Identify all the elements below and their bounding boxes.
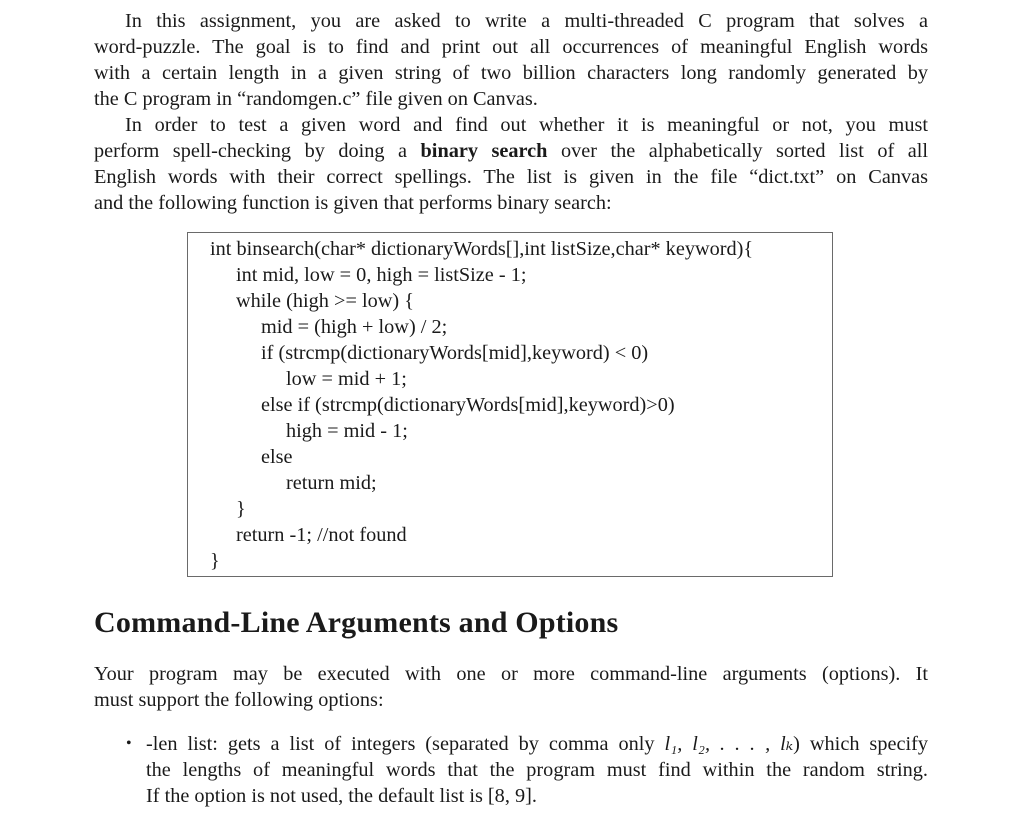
code-listing — [187, 232, 833, 577]
spellcheck-line: English words with their correct spellings. The list is given in the file “dict.txt” on Canvas — [94, 166, 928, 188]
code-line: int binsearch(char* dictionaryWords[],int listSize,char* keyword){ — [210, 238, 754, 260]
intro-line: the C program in “randomgen.c” file given on Canvas. — [94, 88, 538, 110]
code-line: if (strcmp(dictionaryWords[mid],keyword) < 0) — [261, 342, 649, 364]
code-line: low = mid + 1; — [286, 368, 407, 390]
bullet-icon: • — [126, 735, 132, 752]
options-intro-line: must support the following options: — [94, 689, 384, 711]
code-line: else if (strcmp(dictionaryWords[mid],keyword)>0) — [261, 394, 675, 416]
intro-line: In this assignment, you are asked to write a multi-threaded C program that solves a — [125, 10, 928, 32]
binary-search-emphasis: binary search — [420, 140, 548, 162]
code-line: } — [210, 550, 220, 572]
bullet-text: ) which specify — [793, 733, 928, 755]
options-intro-line: Your program may be executed with one or more command-line arguments (options). It — [94, 663, 928, 685]
spellcheck-line: In order to test a given word and find out whether it is meaningful or not, you must — [125, 114, 928, 136]
intro-line: with a certain length in a given string of two billion characters long randomly generated by — [94, 62, 928, 84]
bullet-line: the lengths of meaningful words that the program must find within the random string. — [146, 759, 928, 781]
bullet-line: If the option is not used, the default list is [8, 9]. — [146, 785, 537, 807]
len-option-item — [146, 731, 928, 809]
spellcheck-text: over the alphabetically sorted list of all — [547, 140, 928, 162]
length-list-math: l₁, l₂, . . . , lₖ — [664, 733, 794, 755]
code-line: } — [236, 498, 246, 520]
spellcheck-text: perform spell-checking by doing a — [94, 140, 421, 162]
bullet-line — [146, 731, 928, 757]
code-line: while (high >= low) { — [236, 290, 414, 312]
intro-paragraph — [94, 8, 928, 112]
code-line: return -1; //not found — [236, 524, 407, 546]
code-line: int mid, low = 0, high = listSize - 1; — [236, 264, 527, 286]
code-line: mid = (high + low) / 2; — [261, 316, 448, 338]
code-line: return mid; — [286, 472, 377, 494]
intro-line: word-puzzle. The goal is to find and print out all occurrences of meaningful English words — [94, 36, 928, 58]
spellcheck-paragraph — [94, 112, 928, 216]
code-line: else — [261, 446, 293, 468]
code-line: high = mid - 1; — [286, 420, 408, 442]
bullet-text: -len list: gets a list of integers (separated by comma only — [146, 733, 665, 755]
options-intro-paragraph — [94, 661, 928, 713]
section-title: Command-Line Arguments and Options — [94, 606, 619, 639]
spellcheck-line: and the following function is given that performs binary search: — [94, 192, 612, 214]
spellcheck-line — [94, 138, 928, 164]
